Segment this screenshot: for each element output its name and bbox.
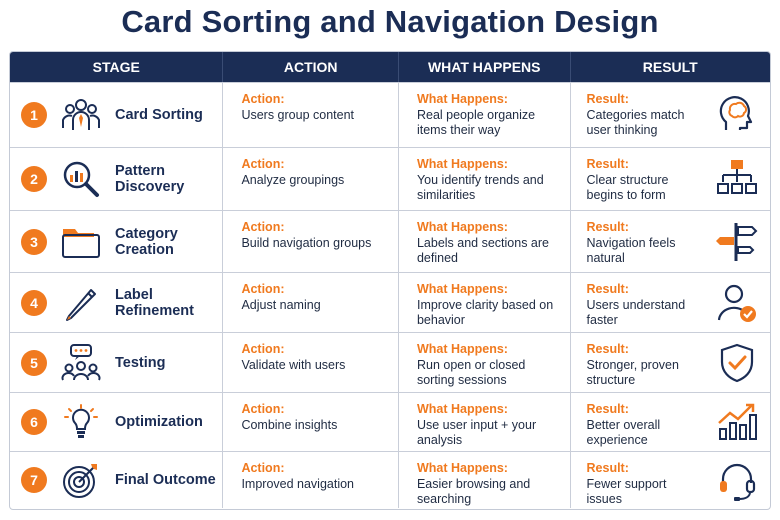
what-happens-text: Improve clarity based on behavior xyxy=(416,297,554,327)
table-row xyxy=(10,272,770,332)
what-happens-cell xyxy=(399,211,571,272)
stage-cell xyxy=(10,452,223,508)
stages-table xyxy=(9,51,771,510)
magnifier-chart-icon xyxy=(59,159,103,199)
result-text: Clear structure begins to form xyxy=(586,172,669,202)
stage-name: Card Sorting xyxy=(115,107,203,123)
result-label: Result: xyxy=(586,220,629,234)
pencil-icon xyxy=(59,283,103,323)
result-text: Categories match user thinking xyxy=(586,107,685,137)
what-happens-cell xyxy=(399,333,571,392)
action-cell xyxy=(223,211,399,272)
what-happens-cell xyxy=(399,273,571,332)
group-chat-icon xyxy=(59,343,103,383)
result-text: Navigation feels natural xyxy=(586,235,676,265)
table-row xyxy=(10,147,770,210)
users-group-icon xyxy=(59,95,103,135)
growth-chart-icon xyxy=(711,393,763,451)
action-cell xyxy=(223,83,399,147)
stage-name: Category Creation xyxy=(115,225,178,258)
headset-icon xyxy=(711,452,763,508)
what-happens-cell xyxy=(399,83,571,147)
what-happens-text: Use user input + your analysis xyxy=(416,417,537,447)
stage-name: Label Refinement xyxy=(115,286,194,319)
action-text: Build navigation groups xyxy=(241,235,372,250)
result-cell xyxy=(571,273,770,332)
what-happens-label: What Happens: xyxy=(416,461,508,475)
header-action: ACTION xyxy=(223,52,399,82)
what-happens-label: What Happens: xyxy=(416,220,508,234)
step-number: 2 xyxy=(21,166,47,192)
result-cell xyxy=(571,333,770,392)
stage-cell xyxy=(10,83,223,147)
table-header xyxy=(10,52,770,82)
action-cell xyxy=(223,452,399,508)
result-label: Result: xyxy=(586,92,629,106)
action-label: Action: xyxy=(241,220,285,234)
what-happens-label: What Happens: xyxy=(416,157,508,171)
action-label: Action: xyxy=(241,461,285,475)
action-text: Validate with users xyxy=(241,357,346,372)
stage-cell xyxy=(10,393,223,451)
shield-check-icon xyxy=(711,333,763,392)
hierarchy-icon xyxy=(711,148,763,210)
action-text: Users group content xyxy=(241,107,354,122)
what-happens-label: What Happens: xyxy=(416,282,508,296)
what-happens-text: Labels and sections are defined xyxy=(416,235,549,265)
stage-cell xyxy=(10,333,223,392)
action-text: Analyze groupings xyxy=(241,172,345,187)
result-cell xyxy=(571,452,770,508)
what-happens-text: Real people organize items their way xyxy=(416,107,536,137)
target-icon xyxy=(59,460,103,500)
what-happens-text: Run open or closed sorting sessions xyxy=(416,357,526,387)
action-text: Combine insights xyxy=(241,417,338,432)
action-label: Action: xyxy=(241,92,285,106)
result-text: Stronger, proven structure xyxy=(586,357,679,387)
action-cell xyxy=(223,148,399,210)
result-text: Better overall experience xyxy=(586,417,661,447)
table-row xyxy=(10,82,770,147)
action-label: Action: xyxy=(241,402,285,416)
step-number: 1 xyxy=(21,102,47,128)
user-check-icon xyxy=(711,273,763,332)
result-cell xyxy=(571,393,770,451)
header-stage: STAGE xyxy=(10,52,223,82)
action-text: Improved navigation xyxy=(241,476,355,491)
action-label: Action: xyxy=(241,157,285,171)
table-row xyxy=(10,392,770,451)
table-body xyxy=(10,82,770,508)
stage-name: Final Outcome xyxy=(115,472,216,488)
result-cell xyxy=(571,211,770,272)
action-cell xyxy=(223,273,399,332)
result-cell xyxy=(571,83,770,147)
result-text: Fewer support issues xyxy=(586,476,667,506)
result-label: Result: xyxy=(586,402,629,416)
what-happens-cell xyxy=(399,393,571,451)
result-label: Result: xyxy=(586,157,629,171)
result-cell xyxy=(571,148,770,210)
folder-icon xyxy=(59,222,103,262)
stage-name: Optimization xyxy=(115,414,203,430)
step-number: 7 xyxy=(21,467,47,493)
lightbulb-icon xyxy=(59,402,103,442)
result-label: Result: xyxy=(586,282,629,296)
what-happens-text: Easier browsing and searching xyxy=(416,476,531,506)
brain-head-icon xyxy=(711,83,763,147)
what-happens-cell xyxy=(399,452,571,508)
page-title: Card Sorting and Navigation Design xyxy=(121,4,659,39)
stage-cell xyxy=(10,273,223,332)
header-result: RESULT xyxy=(642,59,698,75)
action-label: Action: xyxy=(241,282,285,296)
action-cell xyxy=(223,393,399,451)
table-row xyxy=(10,332,770,392)
action-cell xyxy=(223,333,399,392)
what-happens-text: You identify trends and similarities xyxy=(416,172,544,202)
stage-cell xyxy=(10,211,223,272)
what-happens-cell xyxy=(399,148,571,210)
result-label: Result: xyxy=(586,342,629,356)
step-number: 6 xyxy=(21,409,47,435)
what-happens-label: What Happens: xyxy=(416,92,508,106)
action-text: Adjust naming xyxy=(241,297,321,312)
stage-cell xyxy=(10,148,223,210)
result-label: Result: xyxy=(586,461,629,475)
stage-name: Testing xyxy=(115,354,166,371)
action-label: Action: xyxy=(241,342,285,356)
result-text: Users understand faster xyxy=(586,297,686,327)
what-happens-label: What Happens: xyxy=(416,402,508,416)
table-row xyxy=(10,451,770,508)
step-number: 3 xyxy=(21,229,47,255)
what-happens-label: What Happens: xyxy=(416,342,508,356)
step-number: 5 xyxy=(21,350,47,376)
stage-name: Pattern Discovery xyxy=(115,163,185,195)
table-row xyxy=(10,210,770,272)
signpost-icon xyxy=(711,211,763,272)
header-what-happens: WHAT HAPPENS xyxy=(399,52,571,82)
step-number: 4 xyxy=(21,290,47,316)
